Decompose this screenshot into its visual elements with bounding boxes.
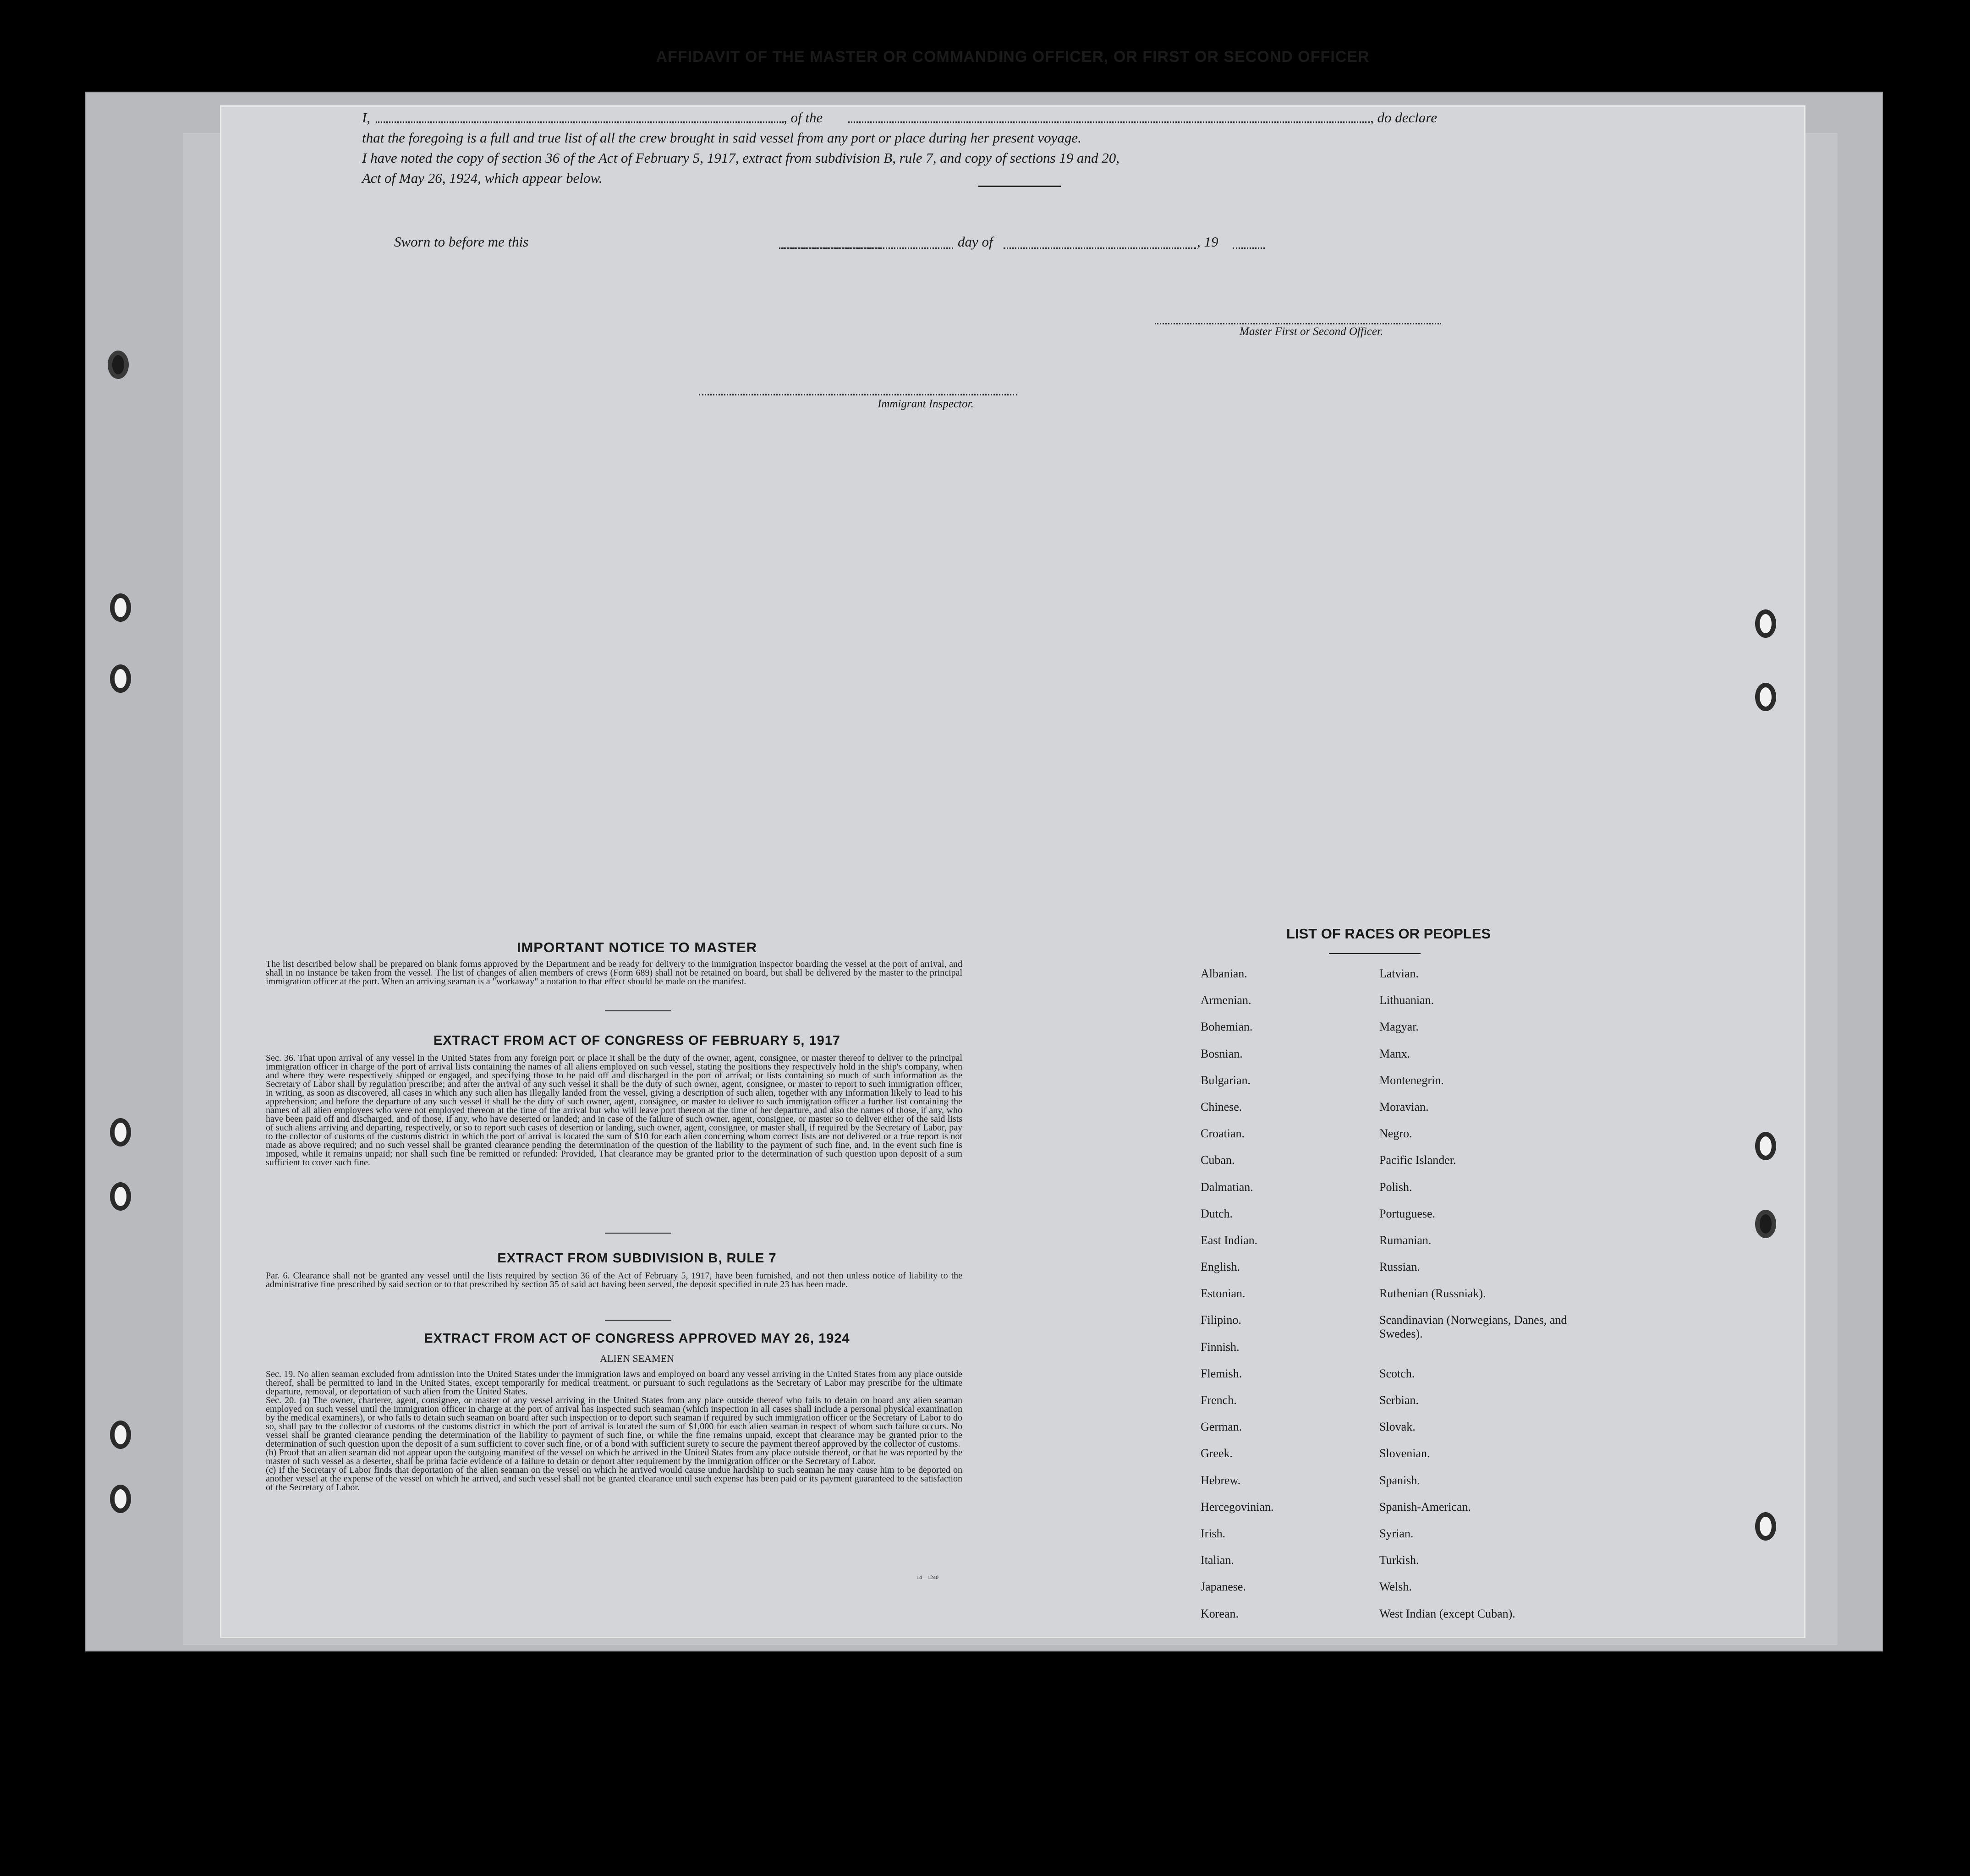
day-of-label: day of — [958, 234, 993, 250]
race-item: Negro. — [1379, 1127, 1412, 1141]
binder-hole — [110, 1182, 131, 1211]
race-item: Filipino. — [1201, 1313, 1241, 1327]
race-item: Bohemian. — [1201, 1020, 1253, 1034]
declaration-line-3: I have noted the copy of section 36 of the Act of February 5, 1917, extract from subdivision B, rule 7, and copy of sections 19 and 20, — [362, 150, 1120, 166]
race-item: Spanish-American. — [1379, 1500, 1471, 1514]
declaration — [362, 108, 1471, 188]
race-item: Rumanian. — [1379, 1233, 1432, 1247]
month-line[interactable] — [1004, 247, 1196, 249]
extract-1924-title: EXTRACT FROM ACT OF CONGRESS APPROVED MAY 26, 1924 — [424, 1331, 850, 1346]
sec-19: Sec. 19. No alien seaman excluded from admission into the United States under the immigration laws and employed on board any vessel arriving in the United States from any place outside thereof, shall be permitted to land in the United States, except temporarily for medical treatment, or pursuant to such regulations as the Secretary of Labor may prescribe for the ultimate departure, removal, or deportation of such alien from the United States. — [266, 1369, 962, 1397]
binder-hole — [110, 1485, 131, 1513]
races-divider — [1329, 953, 1421, 954]
race-item: Montenegrin. — [1379, 1073, 1444, 1087]
race-item: Ruthenian (Russniak). — [1379, 1287, 1486, 1300]
race-item: Dutch. — [1201, 1207, 1233, 1220]
binder-hole — [1755, 1210, 1776, 1238]
day-line-b[interactable] — [779, 247, 953, 249]
race-item: Magyar. — [1379, 1020, 1419, 1034]
race-item: Croatian. — [1201, 1127, 1245, 1141]
extract-1917-title: EXTRACT FROM ACT OF CONGRESS OF FEBRUARY 5, 1917 — [433, 1033, 841, 1048]
race-item: Italian. — [1201, 1553, 1234, 1567]
race-item: French. — [1201, 1393, 1237, 1407]
race-item: Greek. — [1201, 1447, 1233, 1460]
race-item: Scandinavian (Norwegians, Danes, and Swedes). — [1379, 1313, 1567, 1341]
vessel-line[interactable] — [848, 121, 1370, 123]
race-item: Latvian. — [1379, 967, 1419, 980]
sworn-prefix: Sworn to before me this — [394, 234, 529, 250]
race-item: Russian. — [1379, 1260, 1420, 1274]
binder-hole — [1755, 609, 1776, 638]
race-item: West Indian (except Cuban). — [1379, 1607, 1515, 1620]
race-item: Moravian. — [1379, 1100, 1429, 1114]
race-item: Bosnian. — [1201, 1047, 1243, 1060]
race-item: English. — [1201, 1260, 1240, 1274]
race-item: Bulgarian. — [1201, 1073, 1251, 1087]
year-label: , 19 — [1197, 234, 1218, 250]
races-title: LIST OF RACES OR PEOPLES — [1286, 926, 1491, 942]
sworn-statement — [394, 234, 1265, 254]
race-item: Irish. — [1201, 1526, 1226, 1540]
do-declare-label: , do declare — [1370, 110, 1438, 126]
extract-1917-body: Sec. 36. That upon arrival of any vessel in the United States from any foreign port or place it shall be the duty of the owner, agent, consignee, or master thereof to deliver to the principal immigration officer in charge of the port of arrival lists containing the names of all aliens employed on such vessel, stating the positions they respectively hold in the ship's company, when and where they were respectively shipped or engaged, and specifying those to be paid off and discharged in the port of arrival; or lists containing so much of such information as the Secretary of Labor shall by regulation prescribe; and after the arrival of any such vessel it shall be the duty of such owner, agent, consignee, or master to report to such immigration officer, in writing, as soon as discovered, all cases in which any such alien has illegally landed from the vessel, giving a description of such alien, together with any information likely to lead to his apprehension; and before the departure of any such vessel it shall be the duty of such owner, agent, consignee, or master to deliver to such immigration officer a further list containing the names of all alien employees who were not employed thereon at the time of the arrival but who will leave port thereon at the time of her departure, and also the names of those, if any, who have been paid off and discharged, and of those, if any, who have deserted or landed; and in case of the failure of such owner, agent, consignee, or master so to deliver either of the said lists of such aliens arriving and departing, respectively, or so to report such cases of desertion or landing, such owner, agent, consignee, or master shall, if required by the Secretary of Labor, pay to the collector of customs of the customs district in which the port of arrival is located the sum of $10 for each alien concerning whom correct lists are not delivered or a true report is not made as above required; and no such vessel shall be granted clearance pending the determination of the question of the liability to the payment of such fine, and, in the event such fine is imposed, while it remains unpaid; nor shall such fine be remitted or refunded: Provided, That clearance may be granted prior to the determination of such question upon deposit of a sum sufficient to cover such fine. — [266, 1053, 962, 1168]
sec-20b: (b) Proof that an alien seaman did not appear upon the outgoing manifest of the vessel on which he arrived in the United States from any place outside thereof, or that he was reported by the master of such vessel as a deserter, shall be prima facie evidence of a failure to detain or deport after requirement by the immigration officer or the Secretary of Labor. — [266, 1448, 962, 1466]
of-the-label: , of the — [784, 110, 823, 126]
race-item: Albanian. — [1201, 967, 1247, 980]
rule7-body: Par. 6. Clearance shall not be granted any vessel until the lists required by section 36 of the Act of February 5, 1917, have been furnished, and not then unless notice of liability to the administrative fine prescribed by said section or to that prescribed by section 35 of said act having been served, the deposit specified in rule 23 has been made. — [266, 1271, 962, 1289]
master-signature-line[interactable] — [1155, 323, 1441, 324]
sec-20a: Sec. 20. (a) The owner, charterer, agent, consignee, or master of any vessel arriving in the United States from any place outside thereof who fails to detain on board any alien seaman employed on such vessel until the immigration officer in charge at the port of arrival has inspected such seaman (which inspection in all cases shall include a personal physical examination by the medical examiners), or who fails to detain such seaman on board after such inspection or to deport such seaman if required by such immigration officer or the Secretary of Labor to do so, shall pay to the collector of customs of the customs district in which the port of arrival is located the sum of $1,000 for each alien seaman in respect of whom such failure occurs. No vessel shall be granted clearance pending the determination of the liability to payment of such fine, or while the fine remains unpaid, except that clearance may be granted prior to the determination of such question upon the deposit of a sum sufficient to cover such fine, or of a bond with sufficient surety to secure the payment thereof approved by the collector of customs. — [266, 1395, 962, 1449]
extract-1917-divider — [605, 1233, 671, 1234]
inspector-signature-line[interactable] — [699, 394, 1017, 395]
race-item: Turkish. — [1379, 1553, 1419, 1567]
notice-body: The list described below shall be prepared on blank forms approved by the Department and be ready for delivery to the immigration inspector boarding the vessel at the port of arrival, and shall in no instance be taken from the vessel. The list of changes of alien members of crews (Form 689) shall not be retained on board, but shall be delivered by the master to the principal immigration officer at the port. When an arriving seaman is a "workaway" a notation to that effect should be made on the manifest. — [266, 959, 962, 987]
name-line[interactable] — [376, 121, 784, 123]
race-item: Hercegovinian. — [1201, 1500, 1274, 1514]
race-item: Pacific Islander. — [1379, 1153, 1456, 1167]
race-item: Lithuanian. — [1379, 993, 1434, 1007]
declaration-line-2: that the foregoing is a full and true list of all the crew brought in said vessel from any port or place during her present voyage. — [362, 130, 1081, 146]
binder-hole — [110, 593, 131, 622]
races-left-column — [1201, 967, 1375, 1634]
race-item: Japanese. — [1201, 1580, 1246, 1594]
race-item: Korean. — [1201, 1607, 1239, 1620]
binder-hole — [1755, 683, 1776, 711]
binder-hole — [1755, 1132, 1776, 1160]
sec-20c: (c) If the Secretary of Labor finds that deportation of the alien seaman on the vessel on which he arrived would cause undue hardship to such seaman he may cause him to be deported on another vessel at the expense of the vessel on which he arrived, and such vessel shall not be granted clearance until such expense has been paid or its payment guaranteed to the satisfaction of the Secretary of Labor. — [266, 1465, 962, 1492]
rule7-divider — [605, 1320, 671, 1321]
binder-hole — [110, 1118, 131, 1146]
race-item: Portuguese. — [1379, 1207, 1436, 1220]
race-item: Syrian. — [1379, 1526, 1414, 1540]
binder-hole — [1755, 1512, 1776, 1541]
race-item: Dalmatian. — [1201, 1180, 1253, 1194]
master-signature-label: Master First or Second Officer. — [1240, 325, 1383, 338]
race-item: Spanish. — [1379, 1473, 1420, 1487]
race-item: Armenian. — [1201, 993, 1251, 1007]
race-item: Serbian. — [1379, 1393, 1419, 1407]
rule7-title: EXTRACT FROM SUBDIVISION B, RULE 7 — [497, 1251, 777, 1266]
binder-hole — [108, 351, 129, 379]
notice-divider — [605, 1010, 671, 1011]
i-label: I, — [362, 110, 371, 126]
race-item: Polish. — [1379, 1180, 1412, 1194]
race-item: Finnish. — [1201, 1340, 1240, 1354]
race-item: Cuban. — [1201, 1153, 1235, 1167]
declaration-line-4: Act of May 26, 1924, which appear below. — [362, 170, 603, 186]
race-item: German. — [1201, 1420, 1242, 1434]
alien-seamen-subtitle: ALIEN SEAMEN — [600, 1353, 674, 1364]
race-item: Flemish. — [1201, 1366, 1242, 1380]
race-item: Slovak. — [1379, 1420, 1416, 1434]
year-line[interactable] — [1233, 247, 1265, 249]
binder-hole — [110, 664, 131, 693]
form-number: 14—1240 — [916, 1574, 938, 1580]
races-right-column — [1379, 967, 1581, 1634]
inspector-signature-label: Immigrant Inspector. — [878, 398, 974, 410]
notice-title: IMPORTANT NOTICE TO MASTER — [516, 939, 757, 955]
race-item: Estonian. — [1201, 1287, 1246, 1300]
binder-hole — [110, 1421, 131, 1449]
race-item: Slovenian. — [1379, 1447, 1430, 1460]
race-item: Chinese. — [1201, 1100, 1242, 1114]
race-item: East Indian. — [1201, 1233, 1258, 1247]
race-item: Hebrew. — [1201, 1473, 1241, 1487]
extract-1924-body — [266, 1370, 962, 1492]
affidavit-title: AFFIDAVIT OF THE MASTER OR COMMANDING OFFICER, OR FIRST OR SECOND OFFICER — [656, 48, 1370, 66]
race-item: Welsh. — [1379, 1580, 1412, 1594]
race-item: Manx. — [1379, 1047, 1410, 1060]
race-item: Scotch. — [1379, 1366, 1415, 1380]
